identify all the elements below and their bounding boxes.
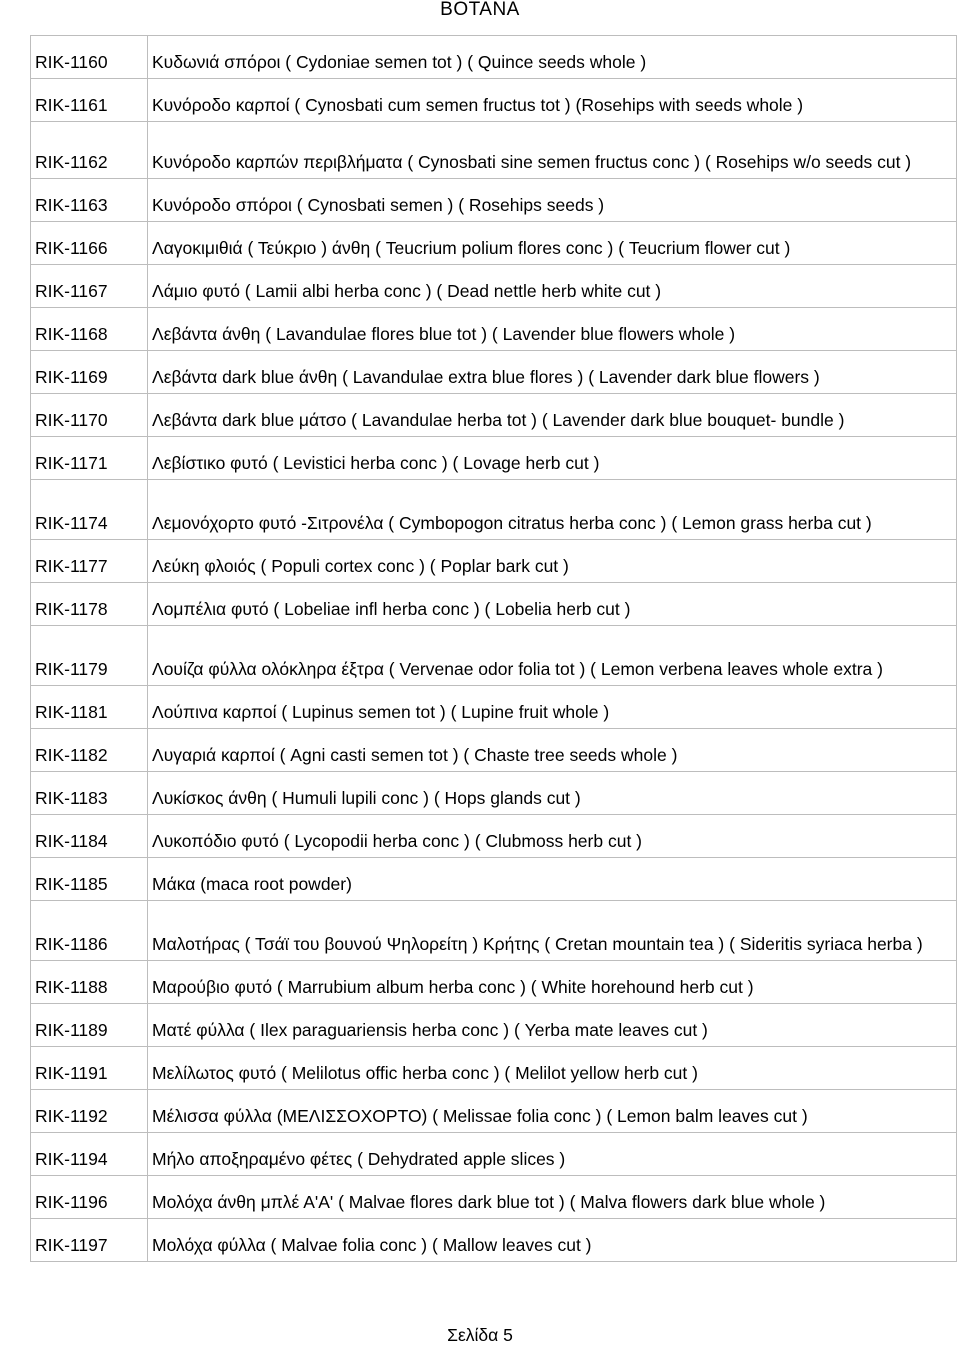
product-code: RIK-1191 <box>31 1047 148 1090</box>
product-description: Μαρούβιο φυτό ( Marrubium album herba conc ) ( White horehound herb cut ) <box>148 961 957 1004</box>
table-row <box>31 1004 957 1047</box>
product-description: Λεβάντα dark blue άνθη ( Lavandulae extra blue flores ) ( Lavender dark blue flowers ) <box>148 351 957 394</box>
table-row <box>31 1219 957 1262</box>
product-code: RIK-1194 <box>31 1133 148 1176</box>
product-description: Λεμονόχορτο φυτό -Σιτρονέλα ( Cymbopogon citratus herba conc ) ( Lemon grass herba cut ) <box>148 480 957 540</box>
table-row <box>31 394 957 437</box>
product-code: RIK-1186 <box>31 901 148 961</box>
product-code: RIK-1162 <box>31 122 148 179</box>
product-description: Λαγοκιμιθιά ( Τεύκριο ) άνθη ( Teucrium polium flores conc ) ( Teucrium flower cut ) <box>148 222 957 265</box>
table-row <box>31 308 957 351</box>
product-description: Μάκα (maca root powder) <box>148 858 957 901</box>
product-description: Μολόχα άνθη μπλέ Α'Α' ( Malvae flores dark blue tot ) ( Malva flowers dark blue whole ) <box>148 1176 957 1219</box>
table-row <box>31 1176 957 1219</box>
table-row <box>31 437 957 480</box>
page-header: ΒΟΤΑΝΑ <box>440 0 520 20</box>
product-description: Λεύκη φλοιός ( Populi cortex conc ) ( Poplar bark cut ) <box>148 540 957 583</box>
product-code: RIK-1161 <box>31 79 148 122</box>
product-description: Λυκοπόδιο φυτό ( Lycopodii herba conc ) ( Clubmoss herb cut ) <box>148 815 957 858</box>
product-description: Λεβίστικο φυτό ( Levistici herba conc ) ( Lovage herb cut ) <box>148 437 957 480</box>
product-description: Κυδωνιά σπόροι ( Cydoniae semen tot ) ( Quince seeds whole ) <box>148 36 957 79</box>
product-description: Λάμιο φυτό ( Lamii albi herba conc ) ( Dead nettle herb white cut ) <box>148 265 957 308</box>
product-code: RIK-1185 <box>31 858 148 901</box>
page-number: Σελίδα 5 <box>447 1325 513 1345</box>
product-code: RIK-1167 <box>31 265 148 308</box>
product-description: Λομπέλια φυτό ( Lobeliae infl herba conc ) ( Lobelia herb cut ) <box>148 583 957 626</box>
table-row <box>31 351 957 394</box>
product-description: Λούπινα καρποί ( Lupinus semen tot ) ( Lupine fruit whole ) <box>148 686 957 729</box>
product-description: Κυνόροδο καρπών περιβλήματα ( Cynosbati sine semen fructus conc ) ( Rosehips w/o seeds cut ) <box>148 122 957 179</box>
product-table <box>30 35 957 1262</box>
product-code: RIK-1184 <box>31 815 148 858</box>
product-description: Μελίλωτος φυτό ( Melilotus offic herba conc ) ( Melilot yellow herb cut ) <box>148 1047 957 1090</box>
product-code: RIK-1174 <box>31 480 148 540</box>
product-description: Λουίζα φύλλα ολόκληρα έξτρα ( Vervenae odor folia tot ) ( Lemon verbena leaves whole extra ) <box>148 626 957 686</box>
product-description: Λεβάντα άνθη ( Lavandulae flores blue tot ) ( Lavender blue flowers whole ) <box>148 308 957 351</box>
product-description: Λυγαριά καρποί ( Agni casti semen tot ) ( Chaste tree seeds whole ) <box>148 729 957 772</box>
product-description: Κυνόροδο σπόροι ( Cynosbati semen ) ( Rosehips seeds ) <box>148 179 957 222</box>
product-code: RIK-1189 <box>31 1004 148 1047</box>
product-code: RIK-1182 <box>31 729 148 772</box>
table-row <box>31 179 957 222</box>
table-row <box>31 583 957 626</box>
product-description: Λεβάντα dark blue μάτσο ( Lavandulae herba tot ) ( Lavender dark blue bouquet- bundle ) <box>148 394 957 437</box>
table-row <box>31 1090 957 1133</box>
product-code: RIK-1171 <box>31 437 148 480</box>
product-code: RIK-1160 <box>31 36 148 79</box>
product-description: Μέλισσα φύλλα (ΜΕΛΙΣΣΟΧΟΡΤΟ) ( Melissae folia conc ) ( Lemon balm leaves cut ) <box>148 1090 957 1133</box>
table-row <box>31 901 957 961</box>
table-row <box>31 686 957 729</box>
product-description: Μαλοτήρας ( Τσάϊ του βουνού Ψηλορείτη ) Κρήτης ( Cretan mountain tea ) ( Sideritis syriaca herba ) <box>148 901 957 961</box>
table-row <box>31 36 957 79</box>
product-code: RIK-1169 <box>31 351 148 394</box>
product-code: RIK-1179 <box>31 626 148 686</box>
product-description: Μολόχα φύλλα ( Malvae folia conc ) ( Mallow leaves cut ) <box>148 1219 957 1262</box>
product-description: Ματέ φύλλα ( Ilex paraguariensis herba conc ) ( Yerba mate leaves cut ) <box>148 1004 957 1047</box>
product-description: Κυνόροδο καρποί ( Cynosbati cum semen fructus tot ) (Rosehips with seeds whole ) <box>148 79 957 122</box>
product-code: RIK-1170 <box>31 394 148 437</box>
table-row <box>31 729 957 772</box>
table-row <box>31 540 957 583</box>
product-code: RIK-1192 <box>31 1090 148 1133</box>
product-description: Λυκίσκος άνθη ( Humuli lupili conc ) ( Hops glands cut ) <box>148 772 957 815</box>
table-row <box>31 122 957 179</box>
table-row <box>31 480 957 540</box>
table-row <box>31 626 957 686</box>
product-code: RIK-1166 <box>31 222 148 265</box>
table-row <box>31 222 957 265</box>
table-row <box>31 1133 957 1176</box>
table-row <box>31 815 957 858</box>
product-code: RIK-1183 <box>31 772 148 815</box>
product-code: RIK-1178 <box>31 583 148 626</box>
table-row <box>31 858 957 901</box>
product-description: Μήλο αποξηραμένο φέτες ( Dehydrated apple slices ) <box>148 1133 957 1176</box>
table-row <box>31 772 957 815</box>
product-code: RIK-1181 <box>31 686 148 729</box>
table-row <box>31 961 957 1004</box>
product-code: RIK-1188 <box>31 961 148 1004</box>
product-code: RIK-1177 <box>31 540 148 583</box>
table-row <box>31 1047 957 1090</box>
table-row <box>31 265 957 308</box>
product-code: RIK-1196 <box>31 1176 148 1219</box>
table-row <box>31 79 957 122</box>
product-code: RIK-1168 <box>31 308 148 351</box>
product-code: RIK-1163 <box>31 179 148 222</box>
product-code: RIK-1197 <box>31 1219 148 1262</box>
